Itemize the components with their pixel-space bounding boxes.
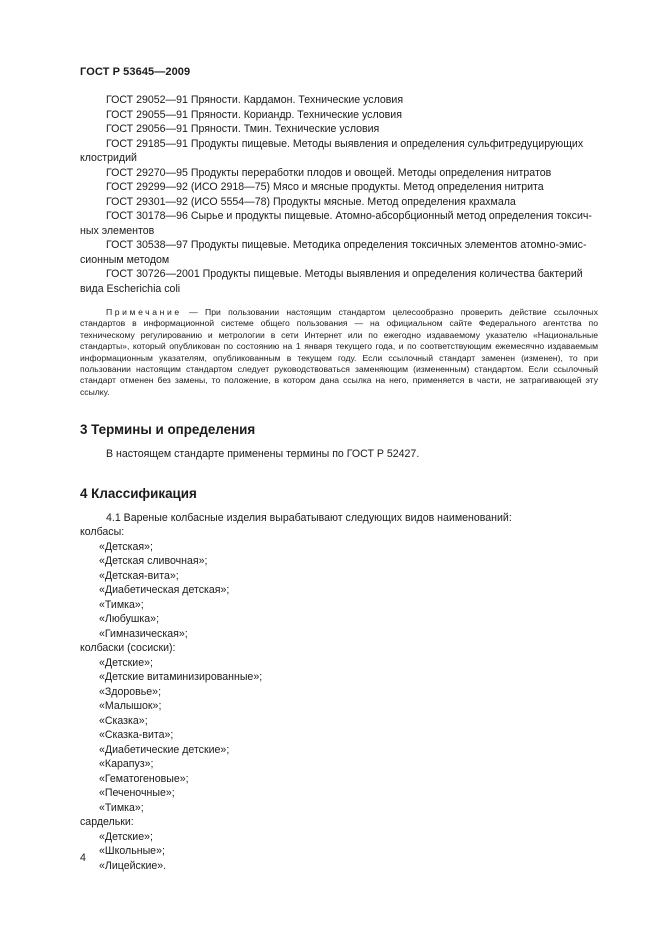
reference-code: ГОСТ 29056—91 bbox=[106, 123, 188, 135]
section-3-heading: 3 Термины и определения bbox=[80, 422, 256, 438]
reference-title: Продукты пищевые. Методика определения токсичных элементов атомно-эмис- bbox=[190, 239, 587, 251]
section-4-intro: 4.1 Вареные колбасные изделия вырабатывают следующих видов наименований: bbox=[106, 511, 512, 524]
page-number: 4 bbox=[80, 852, 86, 864]
reference-title: Продукты мясные. Метод определения крахмала bbox=[273, 195, 516, 208]
note-text: — При пользовании настоящим стандартом целесообразно проверить действие ссылочных стандартов в информационной системе общего пользования — на официальном сайте Федерального агентства по техническому регулированию и метрологии в сети Интернет или по ежегодно издаваемому указателю «Национальные стандарты», который опубликован по состоянию на 1 января текущего года, и по соответствующим ежемесячно издаваемым информационным указателям, опубликованным в текущем году. Если ссылочный стандарт заменен (изменен), то при пользовании настоящим стандартом следует руководствоваться заменяющим (измененным) стандартом. Если ссылочный стандарт отменен без замены, то положение, в котором дана ссылка на него, применяется в части, не затрагивающей эту ссылку. bbox=[80, 307, 598, 397]
product-item: «Малышок»; bbox=[99, 700, 162, 713]
reference-item bbox=[80, 209, 598, 224]
reference-item bbox=[80, 238, 598, 253]
product-group-name: колбаски (сосиски): bbox=[80, 642, 176, 655]
section-4-heading: 4 Классификация bbox=[80, 485, 197, 501]
product-item: «Диабетическая детская»; bbox=[99, 584, 230, 597]
document-header: ГОСТ Р 53645—2009 bbox=[80, 66, 191, 78]
reference-item bbox=[80, 108, 598, 123]
classification-list bbox=[80, 525, 598, 873]
product-item: «Сказка-вита»; bbox=[99, 729, 174, 742]
reference-code: ГОСТ 29270—95 bbox=[106, 166, 188, 179]
reference-code: ГОСТ 30178—96 bbox=[106, 210, 188, 222]
product-item: «Детские»; bbox=[99, 656, 153, 669]
reference-item bbox=[80, 122, 598, 137]
reference-code: ГОСТ 29301—92 (ИСО 5554—78) bbox=[106, 195, 271, 208]
reference-item bbox=[80, 137, 598, 152]
reference-code: ГОСТ 30538—97 bbox=[106, 239, 188, 251]
product-item: «Детские»; bbox=[99, 830, 153, 843]
product-item: «Лицейские». bbox=[99, 859, 167, 872]
product-item: «Карапуз»; bbox=[99, 758, 154, 771]
reference-continuation: сионным методом bbox=[80, 253, 170, 266]
reference-item bbox=[80, 180, 598, 195]
product-item: «Детская»; bbox=[99, 540, 153, 553]
product-group-name: колбасы: bbox=[80, 526, 125, 539]
product-item: «Тимка»; bbox=[99, 801, 144, 814]
reference-item bbox=[80, 166, 598, 181]
product-item: «Гематогеновые»; bbox=[99, 772, 189, 785]
product-item: «Детская-вита»; bbox=[99, 569, 179, 582]
reference-code: ГОСТ 30726—2001 bbox=[106, 268, 200, 280]
reference-continuation: вида Escherichia coli bbox=[80, 282, 181, 295]
reference-code: ГОСТ 29055—91 bbox=[106, 108, 188, 121]
product-item: «Детские витаминизированные»; bbox=[99, 671, 263, 684]
product-item: «Тимка»; bbox=[99, 598, 144, 611]
note-label: Примечание bbox=[106, 307, 182, 317]
reference-item bbox=[80, 195, 598, 210]
product-item: «Школьные»; bbox=[99, 845, 165, 858]
reference-title: Продукты пищевые. Методы выявления и определения количества бактерий bbox=[202, 268, 583, 280]
section-3-text: В настоящем стандарте применены термины по ГОСТ Р 52427. bbox=[106, 448, 420, 461]
reference-code: ГОСТ 29299—92 (ИСО 2918—75) bbox=[106, 181, 271, 193]
reference-continuation: клостридий bbox=[80, 152, 137, 164]
document-body bbox=[80, 93, 598, 873]
product-item: «Здоровье»; bbox=[99, 685, 162, 698]
reference-title: Пряности. Кардамон. Технические условия bbox=[190, 94, 404, 106]
product-item: «Сказка»; bbox=[99, 714, 148, 727]
product-item: «Детская сливочная»; bbox=[99, 555, 208, 568]
product-item: «Гимназическая»; bbox=[99, 627, 188, 640]
reference-item bbox=[80, 267, 598, 282]
reference-list bbox=[80, 93, 598, 296]
reference-code: ГОСТ 29185—91 bbox=[106, 137, 188, 150]
reference-continuation: ных элементов bbox=[80, 224, 155, 237]
reference-title: Пряности. Кориандр. Технические условия bbox=[190, 108, 402, 121]
reference-code: ГОСТ 29052—91 bbox=[106, 94, 188, 106]
reference-item bbox=[80, 93, 598, 108]
reference-title: Продукты пищевые. Методы выявления и определения сульфитредуцирующих bbox=[190, 137, 584, 150]
reference-title: Мясо и мясные продукты. Метод определения нитрита bbox=[273, 181, 544, 193]
product-item: «Диабетические детские»; bbox=[99, 743, 230, 756]
product-item: «Любушка»; bbox=[99, 613, 160, 626]
product-item: «Печеночные»; bbox=[99, 787, 175, 800]
reference-title: Продукты переработки плодов и овощей. Методы определения нитратов bbox=[190, 166, 552, 179]
product-group-name: сардельки: bbox=[80, 816, 134, 829]
reference-title: Пряности. Тмин. Технические условия bbox=[190, 123, 380, 135]
reference-title: Сырье и продукты пищевые. Атомно-абсорбционный метод определения токсич- bbox=[190, 210, 592, 222]
note-paragraph bbox=[80, 307, 598, 398]
